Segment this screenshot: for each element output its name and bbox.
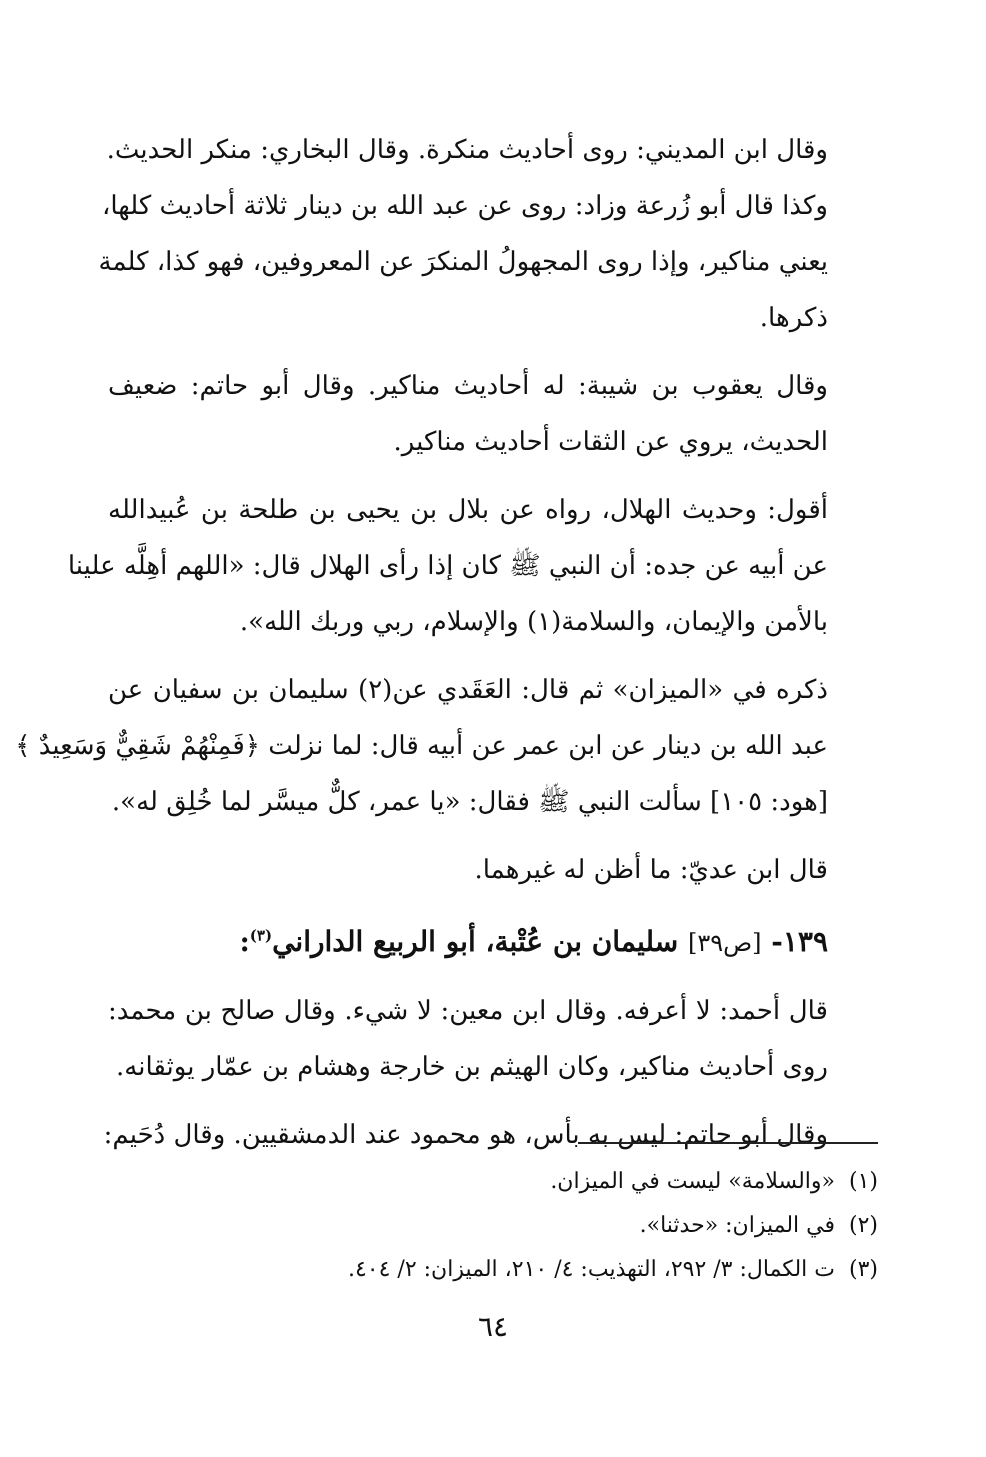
text-line: قال ابن عديّ: ما أظن له غيرهما. (474, 855, 828, 885)
footnote-divider (578, 1142, 878, 1144)
text-line: الحديث، يروي عن الثقات أحاديث مناكير. (393, 427, 828, 457)
text-line: وكذا قال أبو زُرعة وزاد: روى عن عبد الله بن دينار ثلاثة أحاديث كلها، (101, 191, 828, 221)
text-line: عبد الله بن دينار عن ابن عمر عن أبيه قال: لما نزلت ﴿فَمِنْهُمْ شَقِيٌّ وَسَعِيدٌ ﴾ (15, 731, 828, 761)
footnote-number: (٢) (848, 1213, 878, 1238)
page-body (15, 122, 878, 1175)
entry-name: سليمان بن عُتْبة، أبو الربيع الداراني (272, 925, 679, 958)
paragraph-1 (98, 122, 878, 346)
paragraph-2 (108, 358, 878, 470)
footnote-number: (٣) (848, 1257, 878, 1282)
text-line: أقول: وحديث الهلال، رواه عن بلال بن يحيى بن طلحة بن عُبيدالله (108, 495, 828, 525)
text-line: يعني مناكير، وإذا روى المجهولُ المنكرَ عن المعروفين، فهو كذا، كلمة (98, 247, 828, 277)
footnote-text: في الميزان: «حدثنا». (639, 1213, 835, 1238)
entry-colon: : (239, 925, 250, 958)
page-number: ٦٤ (477, 1310, 509, 1343)
footnote-3 (108, 1248, 878, 1292)
footnote-1 (108, 1160, 878, 1204)
footnote-2 (108, 1204, 878, 1248)
paragraph-5 (108, 842, 878, 898)
footnotes (108, 1160, 878, 1292)
footnote-number: (١) (848, 1169, 878, 1194)
text-line: ذكرها. (759, 303, 828, 333)
text-line: وقال يعقوب بن شيبة: له أحاديث مناكير. وقال أبو حاتم: ضعيف (108, 371, 828, 401)
entry-heading (108, 910, 878, 975)
text-line: روى أحاديث مناكير، وكان الهيثم بن خارجة وهشام بن عمّار يوثقانه. (116, 1052, 828, 1082)
paragraph-3 (67, 482, 878, 650)
paragraph-7 (103, 1107, 878, 1163)
text-line: وقال ابن المديني: روى أحاديث منكرة. وقال البخاري: منكر الحديث. (106, 135, 828, 165)
footnote-text: «والسلامة» ليست في الميزان. (550, 1169, 835, 1194)
footnote-text: ت الكمال: ٣/ ٢٩٢، التهذيب: ٤/ ٢١٠، الميزان: ٢/ ٤٠٤. (347, 1257, 835, 1282)
text-line: ذكره في «الميزان» ثم قال: العَقَدي عن(٢) سليمان بن سفيان عن (108, 675, 828, 705)
text-line: بالأمن والإيمان، والسلامة(١) والإسلام، ربي وربك الله». (239, 607, 828, 637)
footnote-marker[interactable]: (٣) (249, 926, 273, 945)
text-line: وقال أبو حاتم: ليس به بأس، هو محمود عند الدمشقيين. وقال دُحَيم: (103, 1120, 828, 1150)
entry-number: ١٣٩- (771, 925, 828, 958)
text-line: عن أبيه عن جده: أن النبي ﷺ كان إذا رأى الهلال قال: «اللهم أهِلَّه علينا (67, 551, 828, 581)
paragraph-4 (15, 662, 878, 830)
text-line: قال أحمد: لا أعرفه. وقال ابن معين: لا شيء. وقال صالح بن محمد: (108, 996, 828, 1026)
page-reference: [ص٣٩] (687, 929, 762, 957)
text-line: [هود: ١٠٥] سألت النبي ﷺ فقال: «يا عمر، كلٌّ ميسَّر لما خُلِق له». (111, 787, 828, 817)
paragraph-6 (108, 983, 878, 1095)
